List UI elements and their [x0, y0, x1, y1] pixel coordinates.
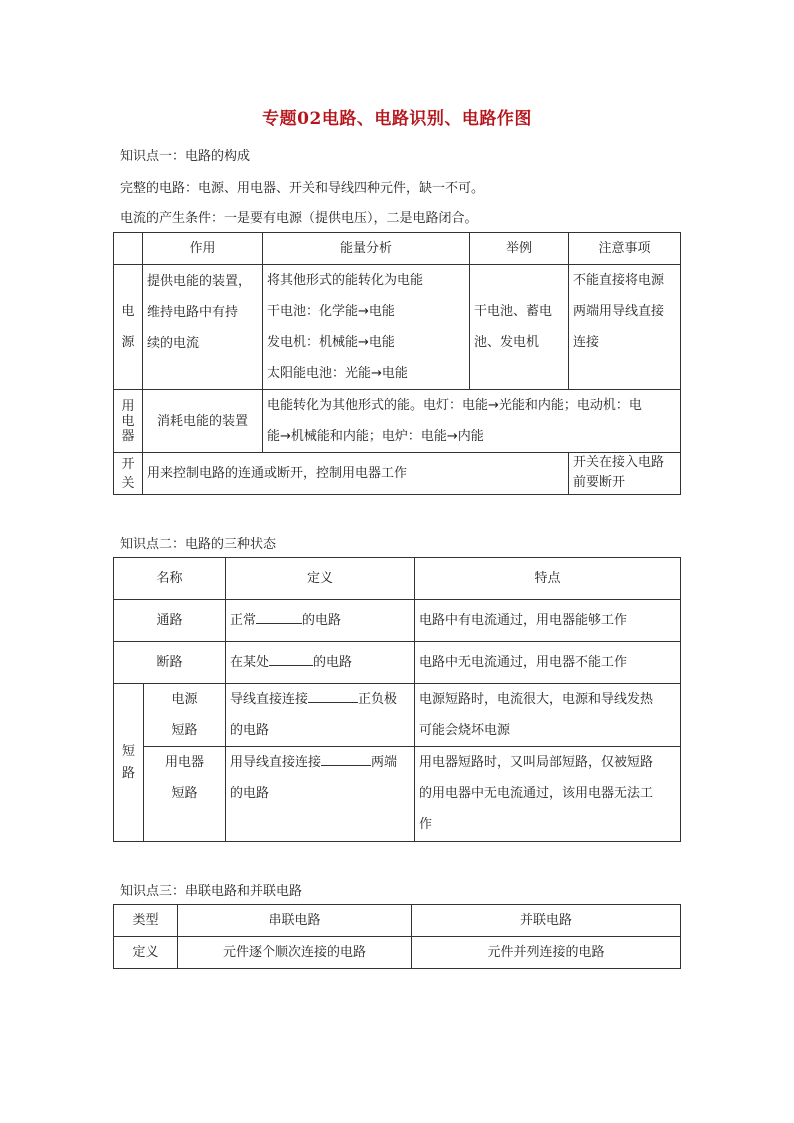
- header-feature: 特点: [415, 558, 681, 600]
- table-row-closed-circuit: [114, 600, 681, 642]
- definition-label: 定义: [114, 937, 178, 969]
- section-heading-3: 知识点三：串联电路和并联电路: [120, 884, 303, 899]
- circuit-composition-text: 完整的电路：电源、用电器、开关和导线四种元件，缺一不可。: [120, 181, 485, 196]
- closed-circuit-feature: 电路中有电流通过，用电器能够工作: [415, 600, 681, 642]
- power-example-cell: 干电池、蓄电 池、发电机: [470, 265, 569, 390]
- appliance-short-feature: 用电器短路时，又叫局部短路，仅被短路 的用电器中无电流通过，该用电器无法工 作: [415, 747, 681, 842]
- appliance-short-definition: 用导线直接连接 两端 的电路: [226, 747, 415, 842]
- open-circuit-name: 断路: [114, 642, 226, 684]
- fill-blank[interactable]: [308, 687, 358, 703]
- header-name: 名称: [114, 558, 226, 600]
- open-circuit-feature: 电路中无电流通过，用电器不能工作: [415, 642, 681, 684]
- switch-note-cell: 开关在接入电路 前要断开: [569, 453, 681, 495]
- row-label-switch: 开 关: [114, 453, 143, 495]
- parallel-definition: 元件并列连接的电路: [412, 937, 681, 969]
- appliance-role-cell: 消耗电能的装置: [143, 390, 263, 453]
- section-heading-2: 知识点二：电路的三种状态: [120, 537, 277, 552]
- closed-circuit-name: 通路: [114, 600, 226, 642]
- header-type: 类型: [114, 905, 178, 937]
- table-header-row: [114, 905, 681, 937]
- components-table: [113, 232, 681, 495]
- header-definition: 定义: [226, 558, 415, 600]
- source-short-feature: 电源短路时，电流很大，电源和导线发热 可能会烧坏电源: [415, 684, 681, 747]
- power-energy-cell: 将其他形式的能转化为电能 干电池：化学能→电能 发电机：机械能→电能 太阳能电池：光能→电能: [263, 265, 470, 390]
- header-example: 举例: [470, 233, 569, 265]
- current-condition-text: 电流的产生条件：一是要有电源（提供电压），二是电路闭合。: [120, 211, 478, 226]
- short-circuit-label: 短 路: [114, 684, 144, 842]
- source-short-definition: 导线直接连接 正负极 的电路: [226, 684, 415, 747]
- series-parallel-table: [113, 904, 681, 969]
- table-row-appliance: [114, 390, 681, 453]
- page-title: 专题02电路、电路识别、电路作图: [262, 109, 532, 129]
- table-header-row: [114, 558, 681, 600]
- table-row-open-circuit: [114, 642, 681, 684]
- fill-blank[interactable]: [321, 750, 371, 766]
- switch-role-cell: 用来控制电路的连通或断开，控制用电器工作: [143, 453, 569, 495]
- table-row-source-short: [114, 684, 681, 747]
- table-row-appliance-short: [114, 747, 681, 842]
- open-circuit-definition: 在某处 的电路: [226, 642, 415, 684]
- header-notes: 注意事项: [569, 233, 681, 265]
- header-series: 串联电路: [178, 905, 412, 937]
- appliance-energy-cell: 电能转化为其他形式的能。电灯：电能→光能和内能；电动机：电 能→机械能和内能；电炉：电能→内能: [263, 390, 681, 453]
- fill-blank[interactable]: [269, 650, 313, 666]
- table-row-power-source: [114, 265, 681, 390]
- row-label-appliance: 用 电 器: [114, 390, 143, 453]
- circuit-states-table: [113, 557, 681, 842]
- closed-circuit-definition: 正常 的电路: [226, 600, 415, 642]
- header-energy: 能量分析: [263, 233, 470, 265]
- fill-blank[interactable]: [256, 608, 302, 624]
- row-label-power-source: 电 源: [114, 265, 143, 390]
- source-short-name: 电源 短路: [144, 684, 226, 747]
- power-role-cell: 提供电能的装置， 维持电路中有持 续的电流: [143, 265, 263, 390]
- table-row-definition: [114, 937, 681, 969]
- series-definition: 元件逐个顺次连接的电路: [178, 937, 412, 969]
- table-header-row: [114, 233, 681, 265]
- appliance-short-name: 用电器 短路: [144, 747, 226, 842]
- header-parallel: 并联电路: [412, 905, 681, 937]
- power-note-cell: 不能直接将电源 两端用导线直接 连接: [569, 265, 681, 390]
- table-row-switch: [114, 453, 681, 495]
- header-role: 作用: [143, 233, 263, 265]
- section-heading-1: 知识点一：电路的构成: [120, 149, 251, 164]
